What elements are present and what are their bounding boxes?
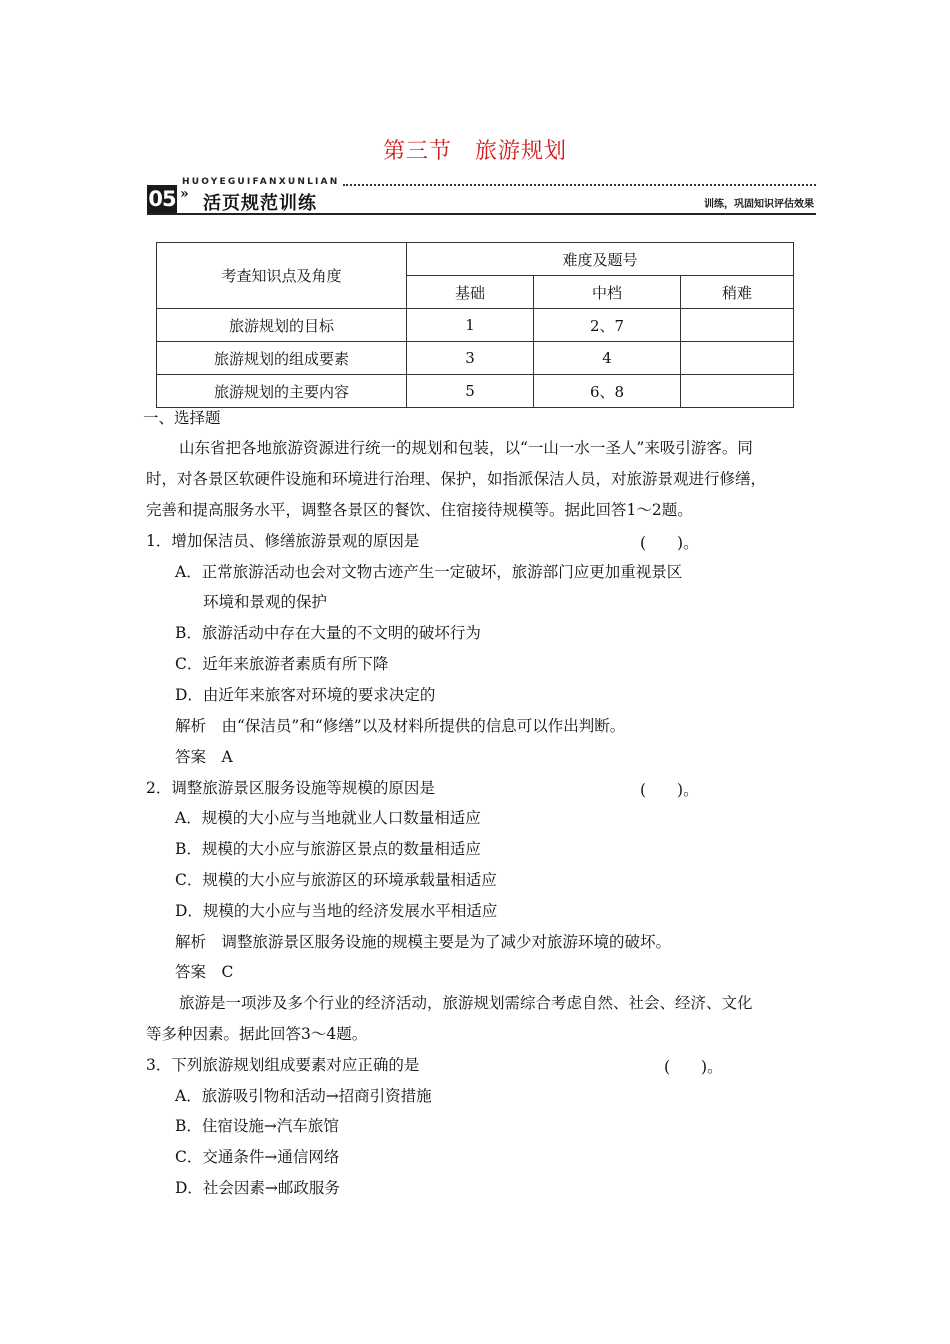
table-row (157, 309, 794, 342)
option-d: D．社会因素→邮政服务 (175, 1179, 340, 1197)
banner-dotted-rule (343, 184, 816, 186)
table-cell: 1 (407, 309, 534, 342)
banner-title: 活页规范训练 (203, 193, 317, 214)
banner-pinyin: HUOYEGUIFANXUNLIAN (182, 177, 340, 187)
banner-slogan: 训练，巩固知识评估效果 (704, 199, 814, 210)
table-cell: 5 (407, 375, 534, 408)
option-d: D．由近年来旅客对环境的要求决定的 (175, 686, 436, 704)
table-row (157, 342, 794, 375)
table-cell: 4 (534, 342, 681, 375)
option-d: D．规模的大小应与当地的经济发展水平相适应 (175, 902, 498, 920)
option-c: C．交通条件→通信网络 (175, 1148, 340, 1166)
table-subheader: 基础 (407, 276, 534, 309)
question-stem: 2．调整旅游景区服务设施等规模的原因是 (146, 779, 435, 797)
answer: 答案 A (175, 748, 233, 766)
option-b: B．住宿设施→汽车旅馆 (175, 1117, 339, 1135)
banner-rule (147, 213, 816, 215)
option-a-continued: 环境和景观的保护 (203, 593, 328, 611)
passage-line: 等多种因素。据此回答3～4题。 (146, 1025, 368, 1043)
option-a: A．旅游吸引物和活动→招商引资措施 (175, 1087, 432, 1105)
table-cell: 旅游规划的目标 (157, 309, 407, 342)
option-c: C．规模的大小应与旅游区的环境承载量相适应 (175, 871, 497, 889)
table-cell: 旅游规划的主要内容 (157, 375, 407, 408)
question-stem: 1．增加保洁员、修缮旅游景观的原因是 (146, 532, 420, 550)
table-cell: 旅游规划的组成要素 (157, 342, 407, 375)
double-chevron-icon: » (180, 186, 189, 202)
passage-line: 时，对各景区软硬件设施和环境进行治理、保护，如指派保洁人员，对旅游景观进行修缮， (146, 470, 767, 488)
table-cell (681, 375, 794, 408)
option-c: C．近年来旅游者素质有所下降 (175, 655, 389, 673)
answer: 答案 C (175, 963, 234, 981)
analysis: 解析 调整旅游景区服务设施的规模主要是为了减少对旅游环境的破坏。 (175, 933, 672, 951)
table-cell: 6、8 (534, 375, 681, 408)
passage-line: 旅游是一项涉及多个行业的经济活动，旅游规划需综合考虑自然、社会、经济、文化 (179, 994, 753, 1012)
option-b: B．规模的大小应与旅游区景点的数量相适应 (175, 840, 481, 858)
table-cell: 2、7 (534, 309, 681, 342)
section-heading: 一、选择题 (143, 409, 221, 427)
analysis: 解析 由“保洁员”和“修缮”以及材料所提供的信息可以作出判断。 (175, 717, 626, 735)
answer-bracket: ( )。 (640, 781, 699, 799)
page-title: 第三节 旅游规划 (382, 139, 567, 164)
table-header-difficulty: 难度及题号 (407, 243, 794, 276)
banner-number-badge: 05 (148, 187, 176, 211)
table-cell (681, 309, 794, 342)
table-header-topic: 考查知识点及角度 (157, 243, 407, 309)
table-subheader: 稍难 (681, 276, 794, 309)
passage-line: 山东省把各地旅游资源进行统一的规划和包装，以“一山一水一圣人”来吸引游客。同 (179, 439, 753, 457)
knowledge-table (156, 242, 794, 408)
table-cell: 3 (407, 342, 534, 375)
option-a: A．正常旅游活动也会对文物古迹产生一定破坏，旅游部门应更加重视景区 (175, 563, 683, 581)
option-a: A．规模的大小应与当地就业人口数量相适应 (175, 809, 481, 827)
answer-bracket: ( )。 (640, 534, 699, 552)
question-stem: 3．下列旅游规划组成要素对应正确的是 (146, 1056, 420, 1074)
answer-bracket: ( )。 (664, 1058, 723, 1076)
option-b: B．旅游活动中存在大量的不文明的破坏行为 (175, 624, 481, 642)
passage-line: 完善和提高服务水平，调整各景区的餐饮、住宿接待规模等。据此回答1～2题。 (146, 501, 693, 519)
table-cell (681, 342, 794, 375)
table-subheader: 中档 (534, 276, 681, 309)
table-row (157, 375, 794, 408)
